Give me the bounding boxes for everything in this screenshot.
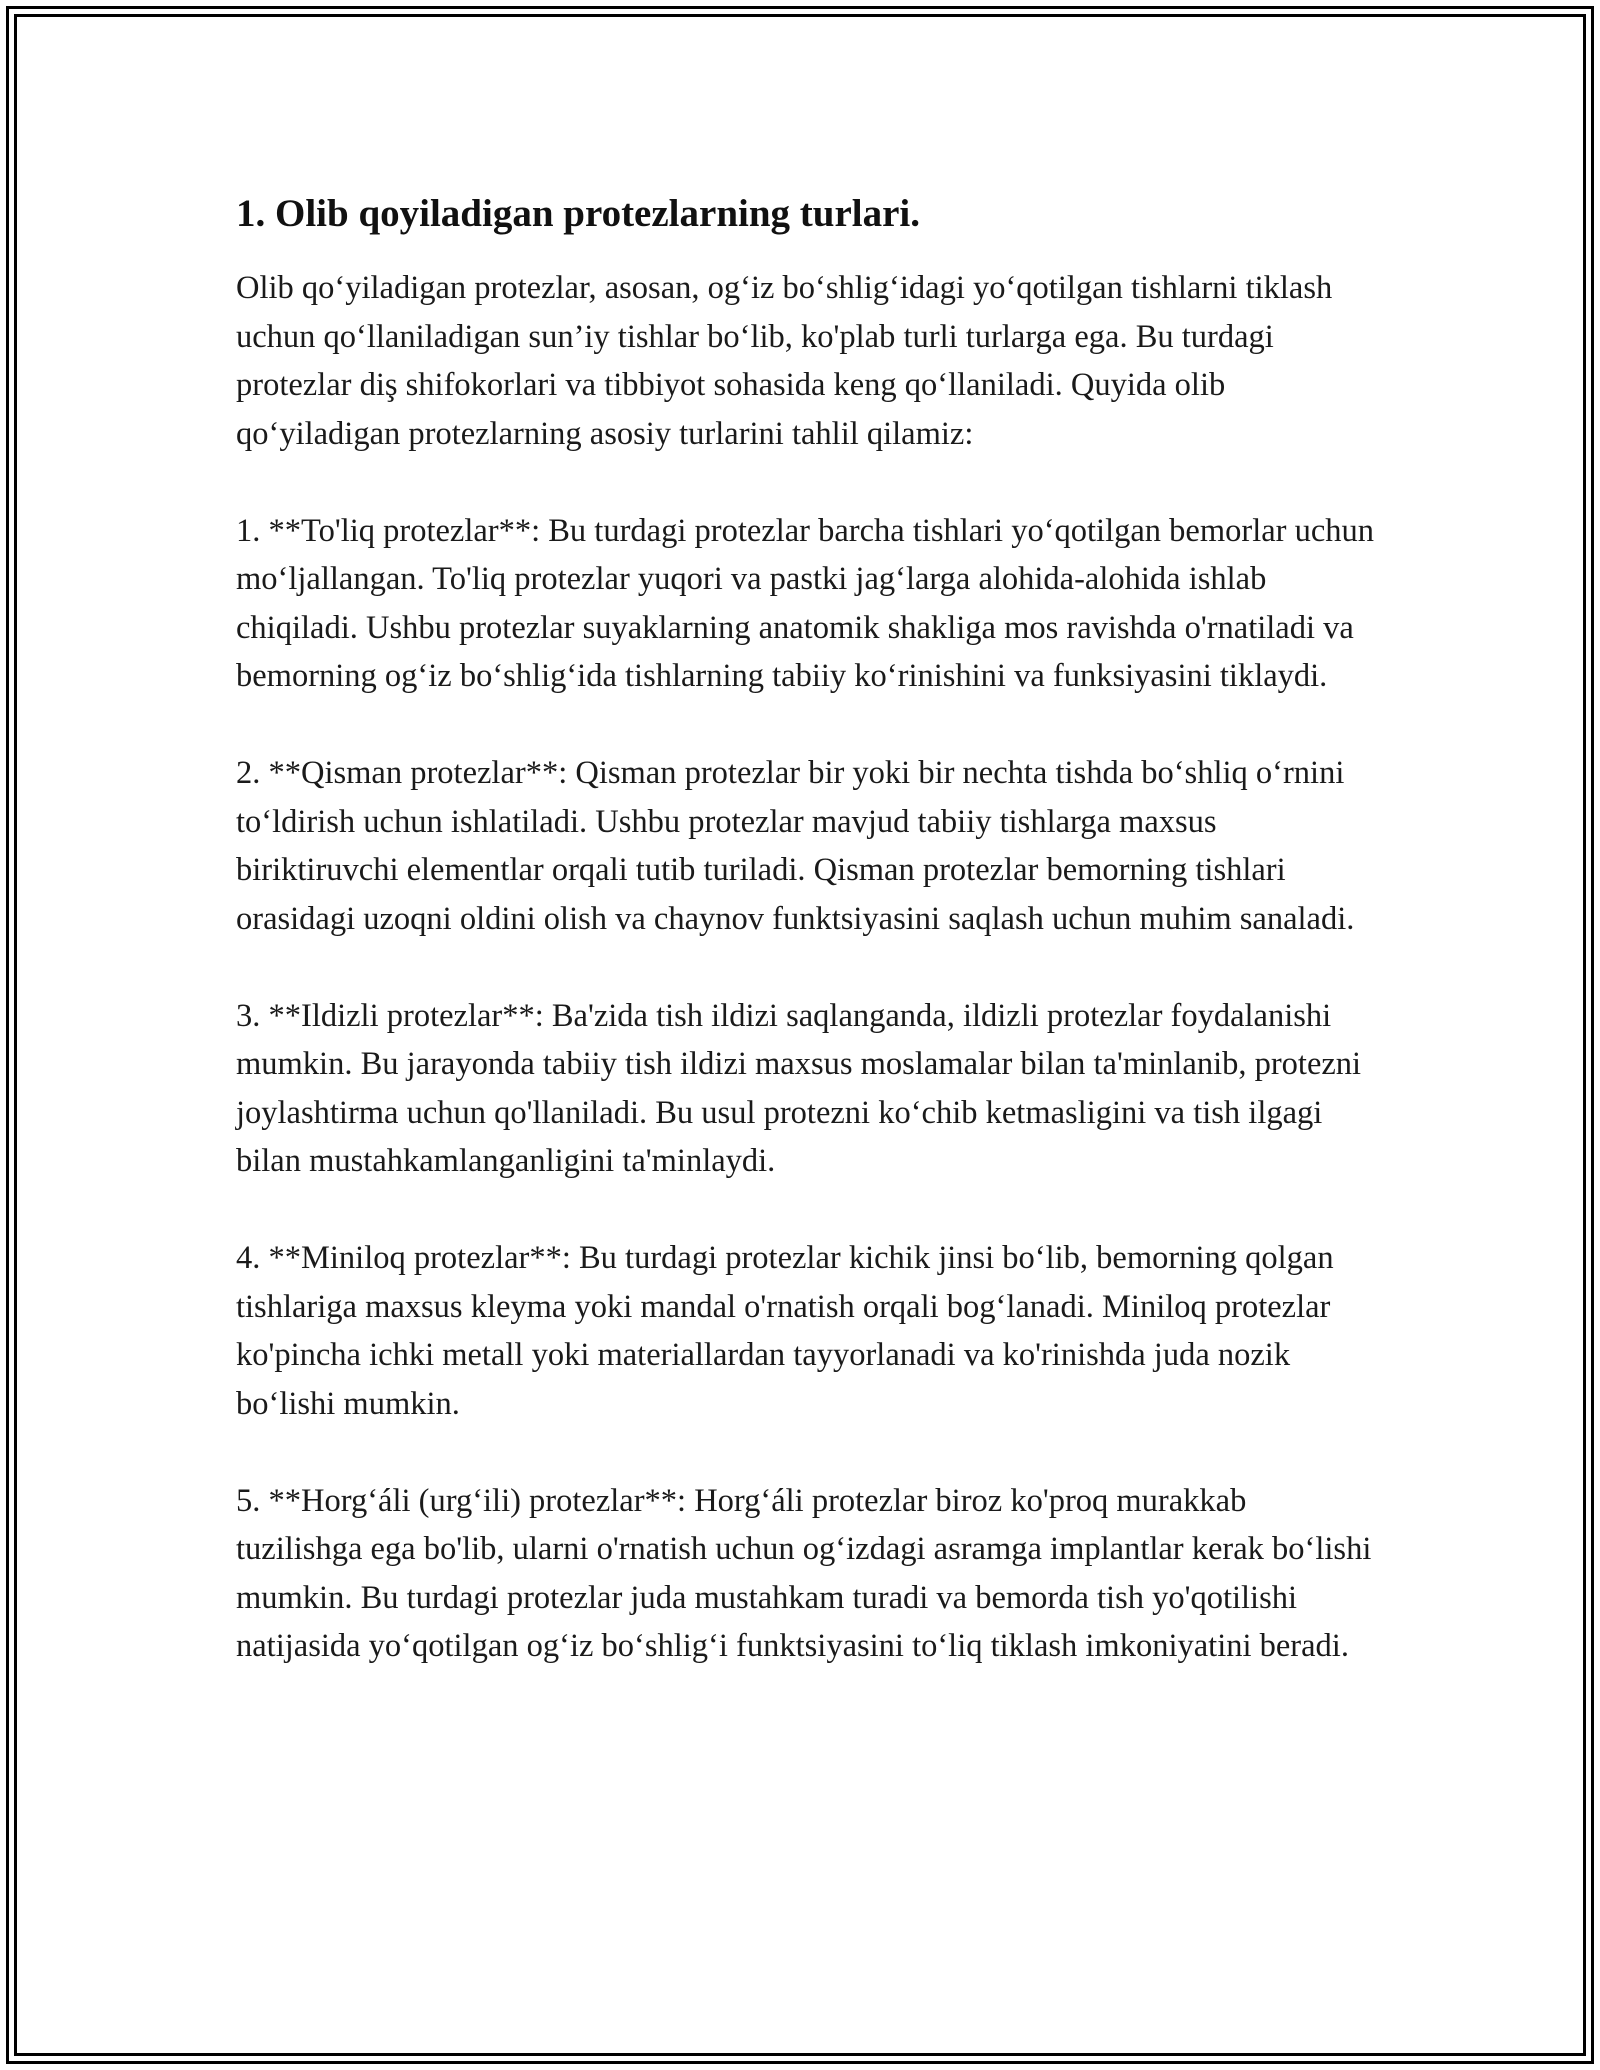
paragraph-horgali-dentures: 5. **Horg‘áli (urg‘ili) protezlar**: Horg‘áli protezlar biroz ko'proq murakkab tuzilishga ega bo'lib, ularni o'rnatish uchun og‘izdagi asramga implantlar kerak bo‘lishi mumkin. Bu turdagi protezlar juda mustahkam turadi va bemorda tish yo'qotilishi natijasida yo‘qotilgan og‘iz bo‘shlig‘i funktsiyasini to‘liq tiklash imkoniyatini beradi.	[236, 1482, 1372, 1664]
paragraph-root-dentures: 3. **Ildizli protezlar**: Ba'zida tish ildizi saqlanganda, ildizli protezlar foydalanishi mumkin. Bu jarayonda tabiiy tish ildizi maxsus moslamalar bilan ta'minlanib, protezni joylashtirma uchun qo'llaniladi. Bu usul protezni ko‘chib ketmasligini va tish ilgagi bilan mustahkamlanganligini ta'minlaydi.	[236, 997, 1362, 1179]
section-heading: 1. Olib qoyiladigan protezlarning turlari.	[236, 192, 921, 235]
paragraph-miniloq-dentures: 4. **Miniloq protezlar**: Bu turdagi protezlar kichik jinsi bo‘lib, bemorning qolgan tishlariga maxsus kleyma yoki mandal o'rnatish orqali bog‘lanadi. Miniloq protezlar ko'pincha ichki metall yoki materiallardan tayyorlanadi va ko'rinishda juda nozik bo‘lishi mumkin.	[236, 1240, 1334, 1422]
paragraph-partial-dentures: 2. **Qisman protezlar**: Qisman protezlar bir yoki bir nechta tishda bo‘shliq o‘rnini to‘ldirish uchun ishlatiladi. Ushbu protezlar mavjud tabiiy tishlarga maxsus biriktiruvchi elementlar orqali tutib turiladi. Qisman protezlar bemorning tishlari orasidagi uzoqni oldini olish va chaynov funktsiyasini saqlash uchun muhim sanaladi.	[236, 755, 1355, 937]
intro-paragraph: Olib qo‘yiladigan protezlar, asosan, og‘iz bo‘shlig‘idagi yo‘qotilgan tishlarni tiklash uchun qo‘llaniladigan sun’iy tishlar bo‘lib, ko'plab turli turlarga ega. Bu turdagi protezlar diş shifokorlari va tibbiyot sohasida keng qo‘llaniladi. Quyida olib qo‘yiladigan protezlarning asosiy turlarini tahlil qilamiz:	[236, 270, 1333, 452]
paragraph-full-dentures: 1. **To'liq protezlar**: Bu turdagi protezlar barcha tishlari yo‘qotilgan bemorlar uchun mo‘ljallangan. To'liq protezlar yuqori va pastki jag‘larga alohida-alohida ishlab chiqiladi. Ushbu protezlar suyaklarning anatomik shakliga mos ravishda o'rnatiladi va bemorning og‘iz bo‘shlig‘ida tishlarning tabiiy ko‘rinishini va funksiyasini tiklaydi.	[236, 512, 1375, 694]
document-body	[236, 186, 1376, 1719]
